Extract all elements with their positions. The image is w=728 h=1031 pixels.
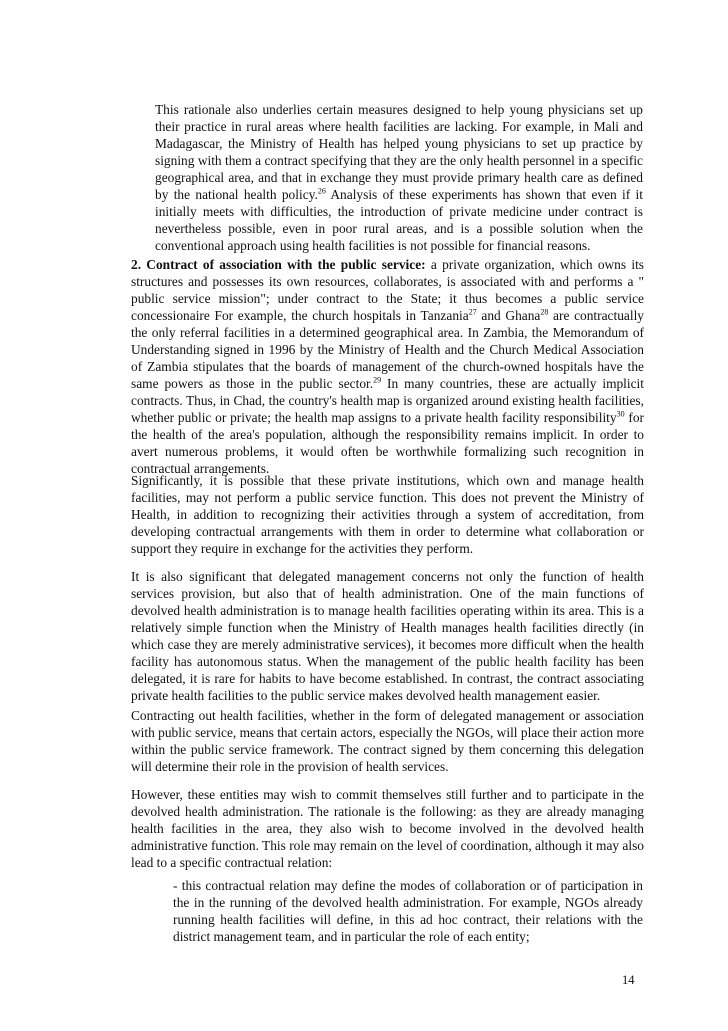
section-heading: 2. Contract of association with the public service:	[131, 257, 426, 272]
footnote-ref: 27	[468, 307, 477, 317]
paragraph-private-institutions: Significantly, it is possible that these private institutions, which own and manage health facilities, may not perform a public service function. This does not prevent the Ministry of Health, in addition to recognizing their activities through a system of accreditation, from developing contractual arrangements with them in order to determine what collaboration or support they require in exchange for the activities they perform.	[131, 473, 644, 556]
paragraph-text: In many countries, these are actually implicit contracts. Thus, in Chad, the country's health map is organized around existing health facilities, whether public or private; the health map assigns to a private health facility responsibility	[131, 376, 645, 425]
footnote-ref: 26	[317, 186, 326, 196]
footnote-ref: 29	[373, 375, 382, 385]
list-item-contractual-relation: - this contractual relation may define the modes of collaboration or of participation in the in the running of the devolved health administration. For example, NGOs already running health facilities will define, in this ad hoc contract, their relations with the district management team, and in particular the role of each entity;	[173, 878, 643, 944]
paragraph-text: a private organization, which owns its structures and possesses its own resources, collaborates, is associated with and performs a " public service mission"; under contract to the State; it thus becomes a public service concessionaire For example, the church hospitals in Tanzania	[131, 257, 645, 323]
paragraph-delegated-management: It is also significant that delegated management concerns not only the function of health services provision, but also that of health administration. One of the main functions of devolved health administration is to manage health facilities operating within its area. This is a relatively simple function when the Ministry of Health manages health facilities directly (in which case they are merely administrative services), it becomes more difficult when the health facility has autonomous status. When the management of the public health facility has been delegated, it is rare for habits to have become established. In contrast, the contract associating private health facilities to the public service makes devolved health management easier.	[131, 569, 644, 703]
paragraph-devolved-administration: However, these entities may wish to commit themselves still further and to participate in the devolved health administration. The rationale is the following: as they are already managing health facilities in the area, they also wish to become involved in the devolved health administrative function. This role may remain on the level of coordination, although it may also lead to a specific contractual relation:	[131, 787, 644, 870]
paragraph-text: are contractually the only referral facilities in a determined geographical area. In Zambia, the Memorandum of Understanding signed in 1996 by the Ministry of Health and the Church Medical Association of Zambia stipulates that the boards of management of the church-owned hospitals have the same powers as those in the public sector.	[131, 308, 644, 391]
footnote-ref: 30	[616, 409, 625, 419]
paragraph-contract-association	[131, 256, 644, 477]
paragraph-text: Analysis of these experiments has shown that even if it initially meets with difficulties, the introduction of private medicine under contract is nevertheless possible, even in poor rural areas, and is a possible solution when the conventional approach using health facilities is not possible for financial reasons.	[155, 187, 643, 253]
paragraph-text: and Ghana	[476, 308, 541, 323]
footnote-ref: 28	[540, 307, 549, 317]
paragraph-contracting-out: Contracting out health facilities, whether in the form of delegated management or association with public service, means that certain actors, especially the NGOs, will place their action more within the public service framework. The contract signed by them concerning this delegation will determine their role in the provision of health services.	[131, 708, 644, 774]
paragraph-text: for the health of the area's population, although the responsibility remains implicit. In order to avert numerous problems, it would often be worthwhile formalizing such recognition in contractual arrangements.	[131, 410, 644, 476]
page-number: 14	[622, 973, 635, 987]
paragraph-text: This rationale also underlies certain measures designed to help young physicians set up their practice in rural areas where health facilities are lacking. For example, in Mali and Madagascar, the Ministry of Health has helped young physicians to set up practice by signing with them a contract specifying that they are the only health personnel in a specific geographical area, and that in exchange they must provide primary health care as defined by the national health policy.	[155, 102, 643, 202]
paragraph-rural-physicians	[155, 101, 643, 254]
